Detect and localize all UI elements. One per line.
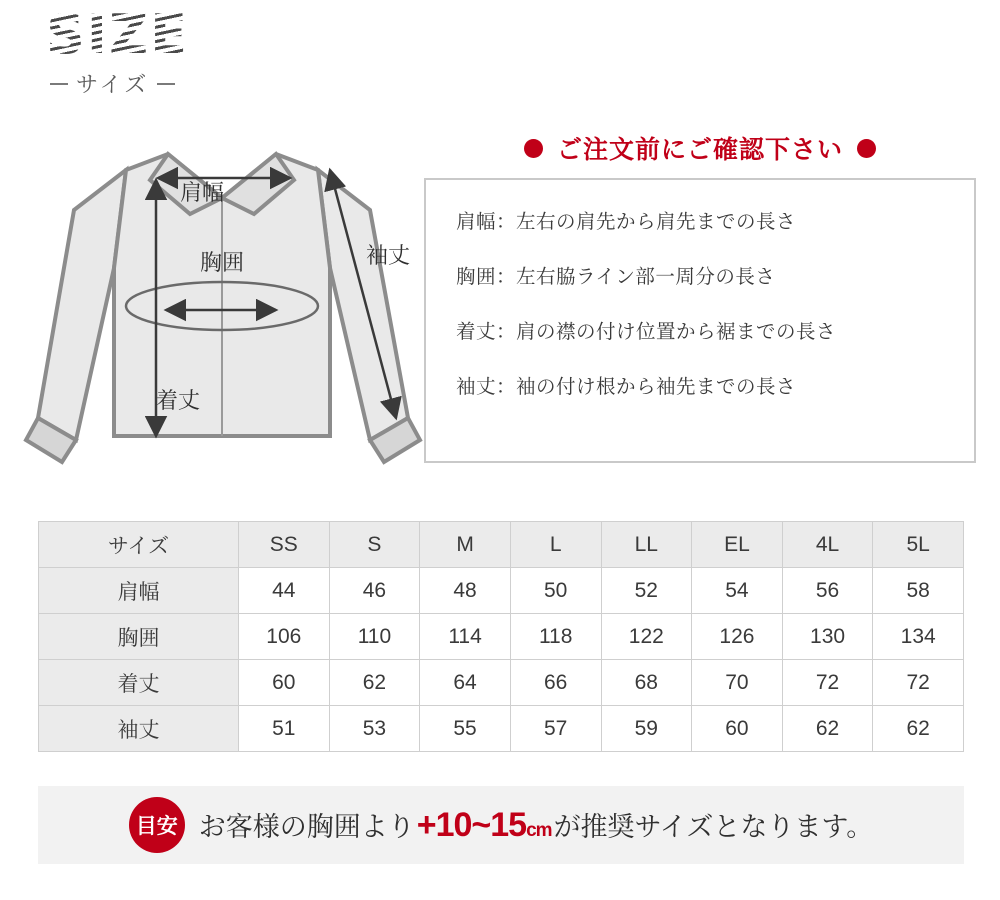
table-cell: 122 <box>601 614 692 660</box>
label-chest: 胸囲 <box>199 250 245 275</box>
size-table-wrap <box>38 521 964 752</box>
table-cell: 44 <box>239 568 330 614</box>
table-cell: 52 <box>601 568 692 614</box>
notice-row: 肩幅：左右の肩先から肩先までの長さ <box>456 211 797 233</box>
recommendation-highlight <box>417 806 552 845</box>
recommendation-highlight-unit: cm <box>526 820 552 841</box>
notice-box <box>424 178 976 463</box>
table-cell: 66 <box>510 660 601 706</box>
table-cell: 55 <box>420 706 511 752</box>
table-cell: 72 <box>782 660 873 706</box>
table-cell: 68 <box>601 660 692 706</box>
garment-diagram <box>18 118 438 478</box>
table-cell: 64 <box>420 660 511 706</box>
table-header-row <box>39 522 964 568</box>
notice-panel <box>424 130 976 463</box>
table-cell: 54 <box>692 568 783 614</box>
recommendation-note <box>38 786 964 864</box>
column-header: 5L <box>873 522 964 568</box>
row-header: 胸囲 <box>39 614 239 660</box>
table-cell: 134 <box>873 614 964 660</box>
row-header: 着丈 <box>39 660 239 706</box>
column-header: M <box>420 522 511 568</box>
status-badge: 目安 <box>129 797 185 853</box>
notice-title <box>424 130 976 166</box>
column-header: 4L <box>782 522 873 568</box>
column-header: サイズ <box>39 522 239 568</box>
table-cell: 59 <box>601 706 692 752</box>
page-header <box>40 3 370 99</box>
table-cell: 57 <box>510 706 601 752</box>
table-cell: 60 <box>239 660 330 706</box>
column-header: L <box>510 522 601 568</box>
recommendation-text <box>199 805 874 845</box>
column-header: SS <box>239 522 330 568</box>
table-cell: 118 <box>510 614 601 660</box>
column-header: LL <box>601 522 692 568</box>
table-cell: 60 <box>692 706 783 752</box>
table-cell: 58 <box>873 568 964 614</box>
table-cell: 46 <box>329 568 420 614</box>
table-cell: 114 <box>420 614 511 660</box>
table-cell: 53 <box>329 706 420 752</box>
column-header: S <box>329 522 420 568</box>
page-title: SIZE <box>40 8 370 62</box>
notice-title-text: ご注文前にご確認下さい <box>556 136 843 164</box>
dash-left-icon <box>50 83 68 85</box>
column-header: EL <box>692 522 783 568</box>
table-cell: 50 <box>510 568 601 614</box>
table-row <box>39 568 964 614</box>
page-subtitle <box>40 68 370 99</box>
label-shoulder: 肩幅 <box>179 180 225 205</box>
table-row <box>39 706 964 752</box>
table-cell: 130 <box>782 614 873 660</box>
table-cell: 48 <box>420 568 511 614</box>
row-header: 袖丈 <box>39 706 239 752</box>
table-cell: 62 <box>782 706 873 752</box>
garment-illustration-svg <box>18 118 438 478</box>
table-cell: 62 <box>873 706 964 752</box>
circle-bullet-right-icon <box>857 139 876 158</box>
recommendation-highlight-value: +10~15 <box>416 806 527 844</box>
table-cell: 62 <box>329 660 420 706</box>
row-header: 肩幅 <box>39 568 239 614</box>
table-row <box>39 614 964 660</box>
page-subtitle-text: サイズ <box>76 72 150 97</box>
label-sleeve: 袖丈 <box>365 243 411 268</box>
recommendation-text-after: が推奨サイズとなります。 <box>553 812 874 842</box>
table-cell: 56 <box>782 568 873 614</box>
table-cell: 126 <box>692 614 783 660</box>
table-cell: 110 <box>329 614 420 660</box>
notice-row: 着丈：肩の襟の付け位置から裾までの長さ <box>456 321 837 343</box>
table-cell: 70 <box>692 660 783 706</box>
recommendation-text-before: お客様の胸囲より <box>198 812 415 842</box>
table-row <box>39 660 964 706</box>
circle-bullet-left-icon <box>524 139 543 158</box>
notice-row: 袖丈：袖の付け根から袖先までの長さ <box>456 376 797 398</box>
size-table <box>38 521 964 752</box>
table-cell: 106 <box>239 614 330 660</box>
label-length: 着丈 <box>155 388 201 413</box>
table-cell: 72 <box>873 660 964 706</box>
dash-right-icon <box>157 83 175 85</box>
notice-row: 胸囲：左右脇ライン部一周分の長さ <box>456 266 776 288</box>
table-cell: 51 <box>239 706 330 752</box>
